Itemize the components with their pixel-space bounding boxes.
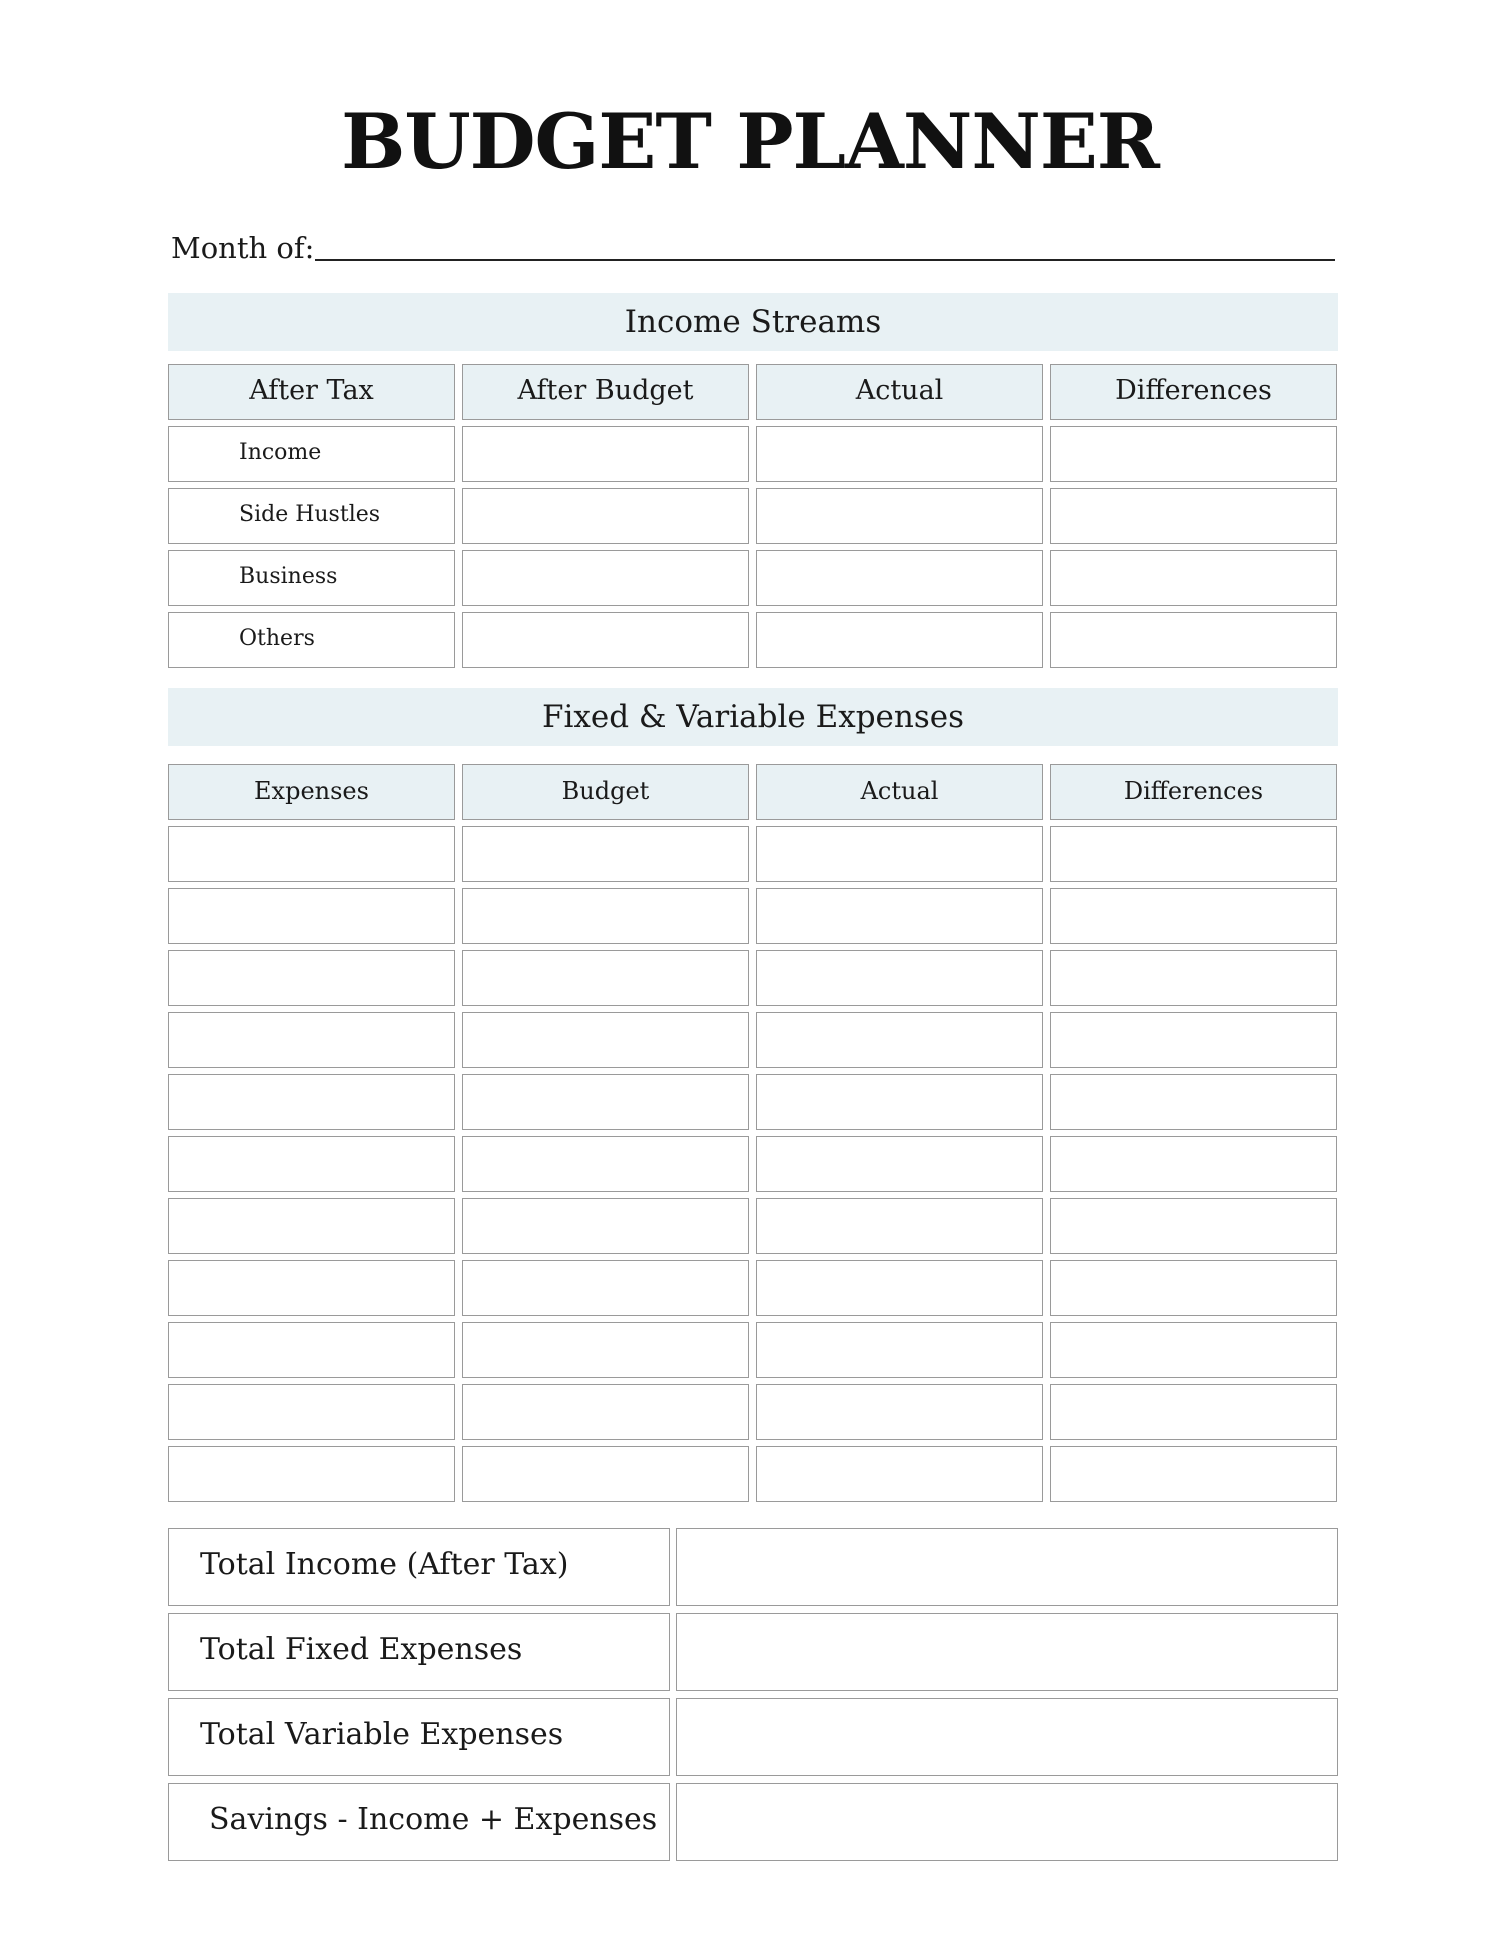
page-title: BUDGET PLANNER [341, 97, 1159, 186]
income-differences-cell[interactable] [1050, 426, 1337, 482]
expenses-col-header-differences: Differences [1050, 764, 1337, 820]
expense-name-cell[interactable] [168, 1260, 455, 1316]
income-row-label: Business [168, 550, 455, 606]
income-col-header-actual: Actual [756, 364, 1043, 420]
expense-differences-cell[interactable] [1050, 1012, 1337, 1068]
expense-actual-cell[interactable] [756, 826, 1043, 882]
expense-name-cell[interactable] [168, 888, 455, 944]
expense-budget-cell[interactable] [462, 1384, 749, 1440]
total-fixed-expenses-label: Total Fixed Expenses [168, 1613, 670, 1691]
expense-name-cell[interactable] [168, 1074, 455, 1130]
expenses-col-header-budget: Budget [462, 764, 749, 820]
income-col-header-after-tax: After Tax [168, 364, 455, 420]
expense-actual-cell[interactable] [756, 1260, 1043, 1316]
expense-budget-cell[interactable] [462, 1074, 749, 1130]
income-actual-cell[interactable] [756, 426, 1043, 482]
income-differences-cell[interactable] [1050, 550, 1337, 606]
expense-name-cell[interactable] [168, 1136, 455, 1192]
total-income-label: Total Income (After Tax) [168, 1528, 670, 1606]
expense-actual-cell[interactable] [756, 1446, 1043, 1502]
total-income-value[interactable] [676, 1528, 1338, 1606]
expense-budget-cell[interactable] [462, 888, 749, 944]
expense-actual-cell[interactable] [756, 1136, 1043, 1192]
total-fixed-expenses-value[interactable] [676, 1613, 1338, 1691]
income-after-budget-cell[interactable] [462, 612, 749, 668]
month-row [171, 228, 1336, 268]
income-after-budget-cell[interactable] [462, 488, 749, 544]
expense-budget-cell[interactable] [462, 826, 749, 882]
expenses-col-header-expenses: Expenses [168, 764, 455, 820]
expense-budget-cell[interactable] [462, 1260, 749, 1316]
expense-differences-cell[interactable] [1050, 1260, 1337, 1316]
income-differences-cell[interactable] [1050, 488, 1337, 544]
income-row-label: Others [168, 612, 455, 668]
expense-actual-cell[interactable] [756, 1198, 1043, 1254]
expenses-table [168, 764, 1338, 1502]
total-variable-expenses-label: Total Variable Expenses [168, 1698, 670, 1776]
expense-actual-cell[interactable] [756, 950, 1043, 1006]
expense-budget-cell[interactable] [462, 1322, 749, 1378]
expense-budget-cell[interactable] [462, 1198, 749, 1254]
expenses-header: Fixed & Variable Expenses [168, 688, 1338, 746]
income-actual-cell[interactable] [756, 488, 1043, 544]
income-actual-cell[interactable] [756, 550, 1043, 606]
expense-actual-cell[interactable] [756, 1384, 1043, 1440]
expense-name-cell[interactable] [168, 1198, 455, 1254]
expense-name-cell[interactable] [168, 1322, 455, 1378]
totals-table [168, 1528, 1338, 1861]
expense-differences-cell[interactable] [1050, 1074, 1337, 1130]
expense-budget-cell[interactable] [462, 1136, 749, 1192]
expense-budget-cell[interactable] [462, 1012, 749, 1068]
expense-differences-cell[interactable] [1050, 1446, 1337, 1502]
savings-value[interactable] [676, 1783, 1338, 1861]
income-col-header-differences: Differences [1050, 364, 1337, 420]
expense-name-cell[interactable] [168, 826, 455, 882]
income-after-budget-cell[interactable] [462, 550, 749, 606]
expense-differences-cell[interactable] [1050, 1384, 1337, 1440]
savings-label: Savings - Income + Expenses [168, 1783, 670, 1861]
expense-differences-cell[interactable] [1050, 1136, 1337, 1192]
month-input-line[interactable] [315, 259, 1335, 261]
expense-name-cell[interactable] [168, 950, 455, 1006]
expense-name-cell[interactable] [168, 1446, 455, 1502]
income-row-label: Side Hustles [168, 488, 455, 544]
income-table [168, 364, 1338, 668]
expense-budget-cell[interactable] [462, 1446, 749, 1502]
expense-differences-cell[interactable] [1050, 888, 1337, 944]
month-label: Month of: [171, 231, 315, 265]
expense-differences-cell[interactable] [1050, 1198, 1337, 1254]
income-after-budget-cell[interactable] [462, 426, 749, 482]
expense-differences-cell[interactable] [1050, 1322, 1337, 1378]
income-col-header-after-budget: After Budget [462, 364, 749, 420]
income-row-label: Income [168, 426, 455, 482]
expense-name-cell[interactable] [168, 1384, 455, 1440]
expense-actual-cell[interactable] [756, 1012, 1043, 1068]
expense-actual-cell[interactable] [756, 1322, 1043, 1378]
expense-budget-cell[interactable] [462, 950, 749, 1006]
total-variable-expenses-value[interactable] [676, 1698, 1338, 1776]
expense-differences-cell[interactable] [1050, 826, 1337, 882]
income-streams-header: Income Streams [168, 293, 1338, 351]
income-differences-cell[interactable] [1050, 612, 1337, 668]
income-actual-cell[interactable] [756, 612, 1043, 668]
expense-actual-cell[interactable] [756, 888, 1043, 944]
expense-actual-cell[interactable] [756, 1074, 1043, 1130]
expense-name-cell[interactable] [168, 1012, 455, 1068]
expenses-col-header-actual: Actual [756, 764, 1043, 820]
expense-differences-cell[interactable] [1050, 950, 1337, 1006]
